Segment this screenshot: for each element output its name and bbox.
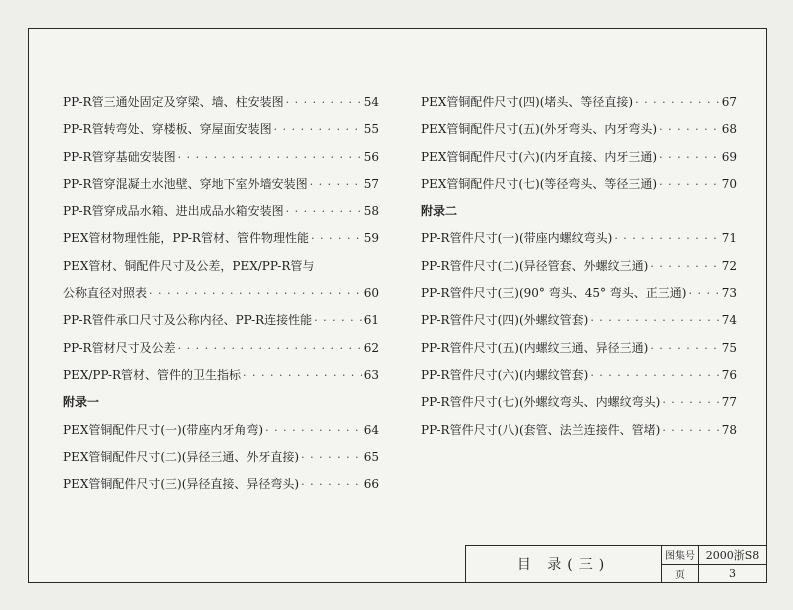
leader-dots	[301, 451, 362, 464]
toc-page-number: 74	[721, 313, 737, 328]
toc-entry[interactable]: PEX管铜配件尺寸(二)(异径三通、外牙直接) · · · 65	[63, 448, 379, 475]
leader-dots	[314, 314, 362, 327]
toc-entry[interactable]: PP-R管件尺寸(三)(90° 弯头、45° 弯头、正三通) · · · 73	[421, 284, 737, 311]
title-block-title: 目 录(三)	[466, 546, 662, 582]
leader-dots	[311, 232, 362, 245]
toc-entry[interactable]: PP-R管件尺寸(二)(异径管套、外螺纹三通) · · · 72	[421, 257, 737, 284]
toc-left-column	[63, 93, 379, 502]
leader-dots	[662, 396, 719, 409]
leader-dots	[274, 123, 362, 136]
toc-page-number: 57	[363, 176, 379, 191]
page-value: 3	[729, 566, 736, 580]
leader-dots	[286, 205, 362, 218]
atlas-number-value: 2000浙S8	[705, 548, 760, 562]
toc-entry[interactable]: PEX管材物理性能，PP-R管材、管件物理性能 · · · 59	[63, 229, 379, 256]
appendix-heading: 附录一	[63, 395, 100, 410]
toc-entry[interactable]: PEX管铜配件尺寸(四)(堵头、等径直接) · · · 67	[421, 93, 737, 120]
toc-entry[interactable]: PP-R管件尺寸(五)(内螺纹三通、异径三通) · · · 75	[421, 339, 737, 366]
leader-dots	[659, 123, 720, 136]
leader-dots	[659, 151, 720, 164]
toc-page-number: 66	[363, 477, 379, 492]
toc-page-number: 76	[721, 367, 737, 382]
toc-page-number: 58	[363, 204, 379, 219]
toc-page-number: 64	[363, 422, 379, 437]
toc-entry[interactable]: PEX/PP-R管材、管件的卫生指标 · · · 63	[63, 366, 379, 393]
toc-page-number: 54	[363, 95, 379, 109]
toc-entry[interactable]: PP-R管穿基础安装图 · · · 56	[63, 148, 379, 175]
leader-dots	[265, 424, 362, 437]
page-label: 页	[662, 565, 699, 583]
toc-page-number: 75	[721, 340, 737, 355]
leader-dots	[178, 151, 362, 164]
drawing-sheet	[28, 28, 767, 583]
toc-entry[interactable]: PP-R管件尺寸(一)(带座内螺纹弯头) · · · 71	[421, 229, 737, 256]
toc-entry[interactable]: PP-R管件尺寸(六)(内螺纹管套) · · · 76	[421, 366, 737, 393]
leader-dots	[635, 96, 720, 109]
toc-page-number: 70	[721, 176, 737, 191]
toc-entry[interactable]: PEX管铜配件尺寸(一)(带座内牙角弯) · · · 64	[63, 421, 379, 448]
toc-entry[interactable]: PEX管铜配件尺寸(五)(外牙弯头、内牙弯头) · · · 68	[421, 120, 737, 147]
toc-page-number: 61	[363, 313, 379, 328]
toc-entry[interactable]: PP-R管穿成品水箱、进出成品水箱安装图 · · · 58	[63, 202, 379, 229]
toc-entry[interactable]: PEX管铜配件尺寸(六)(内牙直接、内牙三通) · · · 69	[421, 148, 737, 175]
toc-page-number: 63	[363, 367, 379, 382]
leader-dots	[243, 369, 362, 382]
toc-page-number: 56	[363, 149, 379, 164]
appendix-heading: 附录二	[421, 204, 458, 219]
leader-dots	[301, 478, 362, 491]
toc-entry[interactable]: PP-R管件尺寸(七)(外螺纹弯头、内螺纹弯头) · · · 77	[421, 393, 737, 420]
toc-page-number: 62	[363, 340, 379, 355]
title-block-grid	[662, 546, 766, 582]
toc-entry[interactable]: PEX管铜配件尺寸(三)(异径直接、异径弯头) · · · 66	[63, 475, 379, 502]
toc-page-number: 68	[721, 122, 737, 137]
atlas-number-row	[662, 546, 766, 564]
leader-dots	[659, 178, 720, 191]
leader-dots	[286, 96, 362, 109]
toc-entry[interactable]: 公称直径对照表 · · · 60	[63, 284, 379, 311]
leader-dots	[590, 314, 719, 327]
leader-dots	[590, 369, 719, 382]
leader-dots	[650, 342, 719, 355]
leader-dots	[149, 287, 362, 300]
toc-entry[interactable]: PP-R管穿混凝土水池壁、穿地下室外墙安装图 · · · 57	[63, 175, 379, 202]
toc-entry[interactable]: PEX管铜配件尺寸(七)(等径弯头、等径三通) · · · 70	[421, 175, 737, 202]
toc-page-number: 59	[363, 231, 379, 246]
toc-page-number: 55	[363, 122, 379, 137]
toc-page-number: 65	[363, 449, 379, 464]
toc-page-number: 77	[721, 395, 737, 410]
toc-entry[interactable]: PP-R管转弯处、穿楼板、穿屋面安装图 · · · 55	[63, 120, 379, 147]
leader-dots	[662, 424, 719, 437]
toc-page-number: 72	[721, 258, 737, 273]
leader-dots	[688, 287, 719, 300]
toc-page-number: 69	[721, 149, 737, 164]
toc-page-number: 71	[721, 231, 737, 246]
leader-dots	[178, 342, 362, 355]
toc-page-number: 73	[721, 286, 737, 301]
toc-page-number: 60	[363, 286, 379, 301]
toc-right-column	[421, 93, 737, 448]
toc-entry[interactable]: PP-R管件尺寸(四)(外螺纹管套) · · · 74	[421, 311, 737, 338]
toc-entry[interactable]: PP-R管三通处固定及穿梁、墙、柱安装图 · · · 54	[63, 93, 379, 120]
title-block	[465, 545, 767, 583]
toc-entry[interactable]: PP-R管件承口尺寸及公称内径、PP-R连接性能 · · · 61	[63, 311, 379, 338]
toc-entry[interactable]: PP-R管件尺寸(八)(套管、法兰连接件、管堵) · · · 78	[421, 421, 737, 448]
toc-entry-first-line[interactable]: PEX管材、铜配件尺寸及公差，PEX/PP-R管与	[63, 258, 315, 273]
leader-dots	[650, 260, 719, 273]
leader-dots	[614, 232, 719, 245]
leader-dots	[310, 178, 362, 191]
page-row	[662, 564, 766, 583]
atlas-number-label: 图集号	[662, 546, 699, 564]
toc-page-number: 78	[721, 422, 737, 437]
toc-entry[interactable]: PP-R管材尺寸及公差 · · · 62	[63, 339, 379, 366]
toc-page-number: 67	[721, 95, 737, 109]
